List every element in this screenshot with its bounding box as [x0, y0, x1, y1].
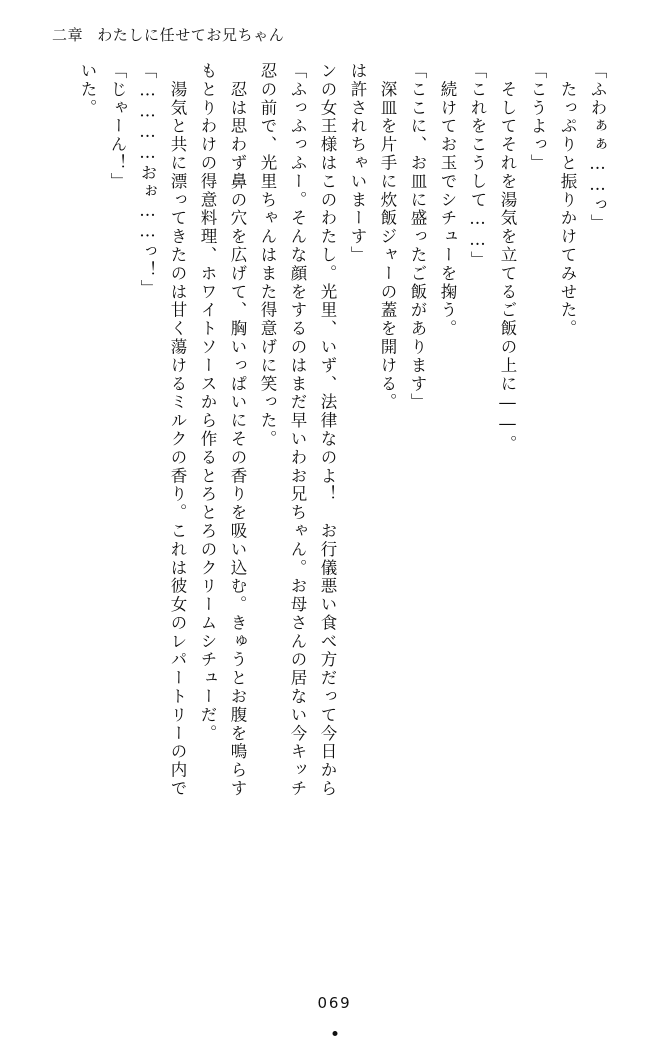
text-column: もとりわけの得意料理、ホワイトソースから作るとろとろのクリームシチューだ。 — [198, 62, 217, 743]
text-column: 「…………おぉ……っ！」 — [138, 62, 157, 298]
text-column: 忍は思わず鼻の穴を広げて、胸いっぱいにその香りを吸い込む。きゅうとお腹を鳴らす — [228, 62, 247, 798]
footer-dot-ornament — [332, 1031, 337, 1036]
text-column: ンの女王様はこのわたし。光里、いず、法律なのよ！ お行儀悪い食べ方だって今日から — [318, 62, 337, 798]
text-column: 「ふっふっふー。そんな顔をするのはまだ早いわお兄ちゃん。お母さんの居ない今キッチ — [288, 62, 307, 798]
text-column: 忍の前で、光里ちゃんはまた得意げに笑った。 — [258, 62, 277, 449]
text-column: 湯気と共に漂ってきたのは甘く蕩けるミルクの香り。これは彼女のレパートリーの内で — [168, 62, 187, 798]
text-column: 「これをこうして……」 — [468, 62, 487, 270]
chapter-title: わたしに任せてお兄ちゃん — [97, 26, 285, 44]
text-column: 「ここに、お皿に盛ったご飯があります」 — [408, 62, 427, 412]
text-column: 深皿を片手に炊飯ジャーの蓋を開ける。 — [378, 62, 397, 412]
text-column: いた。 — [78, 62, 97, 118]
body-text-area — [65, 62, 625, 962]
text-column: は許されちゃいまーす」 — [348, 62, 367, 265]
chapter-number: 二章 — [52, 26, 84, 44]
text-column: 「こうよっ」 — [528, 62, 547, 173]
text-column: たっぷりと振りかけてみせた。 — [558, 62, 577, 338]
running-header — [52, 24, 284, 45]
text-column: 「ふわぁぁ……っ」 — [588, 62, 607, 233]
text-column: そしてそれを湯気を立てるご飯の上に――。 — [498, 62, 517, 454]
page-number: 069 — [317, 994, 352, 1012]
text-column: 続けてお玉でシチューを掬う。 — [438, 62, 457, 338]
text-column: 「じゃーん！」 — [108, 62, 127, 191]
